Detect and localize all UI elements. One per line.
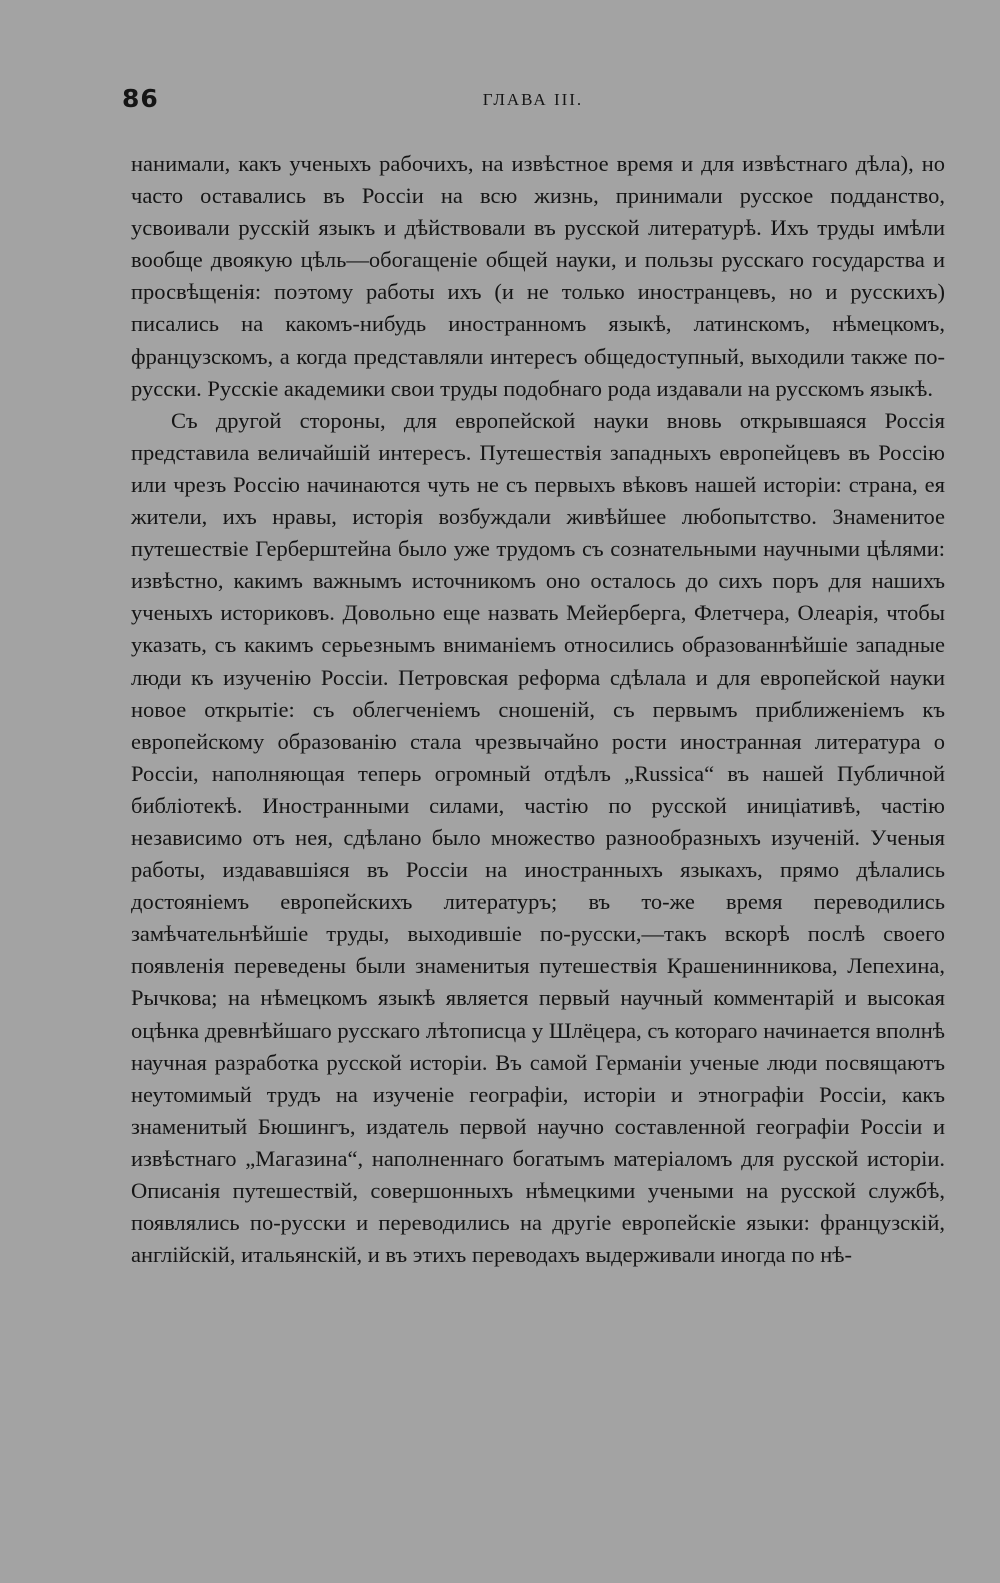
page-header xyxy=(122,84,944,120)
paragraph: Съ другой стороны, для европейской науки вновь открывшаяся Россія представила величайшій интересъ. Путешествія западныхъ европейцевъ въ Россію или чрезъ Россію начинаются чуть не съ первыхъ вѣковъ нашей исторіи: страна, ея жители, ихъ нравы, исторія возбуждали живѣйшее любопытство. Знаменитое путешествіе Герберштейна было уже трудомъ съ сознательными научными цѣлями: извѣстно, какимъ важнымъ источникомъ оно осталось до сихъ поръ для нашихъ ученыхъ историковъ. Довольно еще назвать Мейерберга, Флетчера, Олеарія, чтобы указать, съ какимъ серьезнымъ вниманіемъ относились образованнѣйшіе западные люди къ изученію Россіи. Петровская реформа сдѣлала и для европейской науки новое открытіе: съ облегченіемъ сношеній, съ первымъ приближеніемъ къ европейскому образованію стала чрезвычайно рости иностранная литература о Россіи, наполняющая теперь огромный отдѣлъ „Russica“ въ нашей Публичной библіотекѣ. Иностранными силами, частію по русской иниціативѣ, частію независимо отъ нея, сдѣлано было множество разнообразныхъ изученій. Ученыя работы, издававшіяся въ Россіи на иностранныхъ языкахъ, прямо дѣлались достояніемъ европейскихъ литературъ; въ то-же время переводились замѣчательнѣйшіе труды, выходившіе по-русски,—такъ вскорѣ послѣ своего появленія переведены были знаменитыя путешествія Крашенинникова, Лепехина, Рычкова; на нѣмецкомъ языкѣ является первый научный комментарій и высокая оцѣнка древнѣйшаго русскаго лѣтописца у Шлёцера, съ котораго начинается вполнѣ научная разработка русской исторіи. Въ самой Германіи ученые люди посвящаютъ неутомимый трудъ на изученіе географіи, исторіи и этнографіи Россіи, какъ знаменитый Бюшингъ, издатель первой научно составленной географіи Россіи и извѣстнаго „Магазина“, наполненнаго богатымъ матеріаломъ для русской исторіи. Описанія путешествій, совершонныхъ нѣмецкими учеными на русской службѣ, появлялись по-русски и переводились на другіе европейскіе языки: французскій, англійскій, итальянскій, и въ этихъ переводахъ выдерживали иногда по нѣ- xyxy=(131,407,945,1268)
body-text xyxy=(131,148,945,1271)
paragraph: нанимали, какъ ученыхъ рабочихъ, на извѣстное время и для извѣстнаго дѣла), но часто оставались въ Россіи на всю жизнь, принимали русское подданство, усвоивали русскій языкъ и дѣйствовали въ русской литературѣ. Ихъ труды имѣли вообще двоякую цѣль—обогащеніе общей науки, и пользы русскаго государства и просвѣщенія: поэтому работы ихъ (и не только иностранцевъ, но и русскихъ) писались на какомъ-нибудь иностранномъ языкѣ, латинскомъ, нѣмецкомъ, французскомъ, а когда представляли интересъ общедоступный, выходили также по-русски. Русскіе академики свои труды подобнаго рода издавали на русскомъ языкѣ. xyxy=(131,151,945,401)
running-head: ГЛАВА III. xyxy=(482,90,584,109)
page-number: 86 xyxy=(122,84,159,113)
